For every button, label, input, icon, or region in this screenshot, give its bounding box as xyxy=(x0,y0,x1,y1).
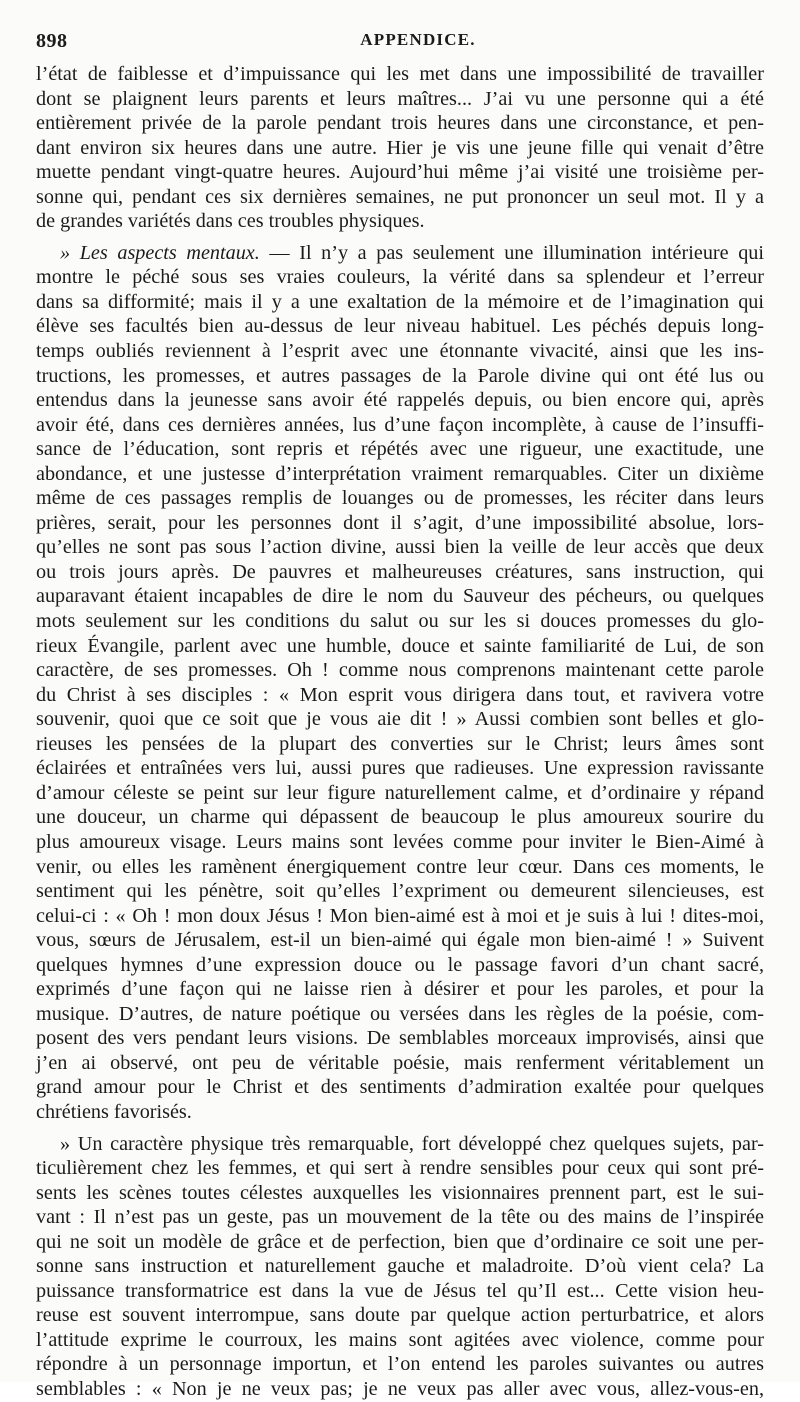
text-line: montre le péché sous ses vraies couleurs, la vérité dans sa splendeur et l’erreur xyxy=(36,266,764,289)
paragraph-1 xyxy=(36,62,764,234)
text-line: de grandes variétés dans ces troubles physiques. xyxy=(36,210,425,233)
text-line-rest: — Il n’y a pas seulement une illumination intérieure qui xyxy=(259,241,764,264)
text-line: mots seulement sur les conditions du salut ou sur les si douces promesses du glo- xyxy=(36,610,764,633)
paragraph-gap xyxy=(36,1125,764,1132)
text-line-first xyxy=(36,241,764,266)
page-number: 898 xyxy=(36,30,68,52)
text-line: souvenir, quoi que ce soit que je vous aie dit ! » Aussi combien sont belles et glo- xyxy=(36,708,764,731)
text-line: répondre à un personnage importun, et l’on entend les paroles suivantes ou autres xyxy=(36,1353,764,1376)
text-line: vous, sœurs de Jérusalem, est-il un bien-aimé qui égale mon bien-aimé ! » Suivent xyxy=(36,929,764,952)
text-line: sents les scènes toutes célestes auxquelles les visionnaires prennent part, est le sui- xyxy=(36,1181,764,1204)
body-text xyxy=(36,62,764,1402)
text-line: dans sa difformité; mais il y a une exaltation de la mémoire et de l’imagination qui xyxy=(36,290,764,313)
page-header xyxy=(36,30,780,56)
text-line: du Christ à ses disciples : « Mon esprit vous dirigera dans tout, et ravivera votre xyxy=(36,683,764,706)
text-line: muette pendant vingt-quatre heures. Aujourd’hui même j’ai visité une troisième per- xyxy=(36,161,764,184)
text-line: l’état de faiblesse et d’impuissance qui les met dans une impossibilité de travailler xyxy=(36,63,764,85)
text-line: rieuses les pensées de la plupart des converties sur le Christ; leurs âmes sont xyxy=(36,732,764,755)
text-line: sance de l’éducation, sont repris et répétés avec une rigueur, une exactitude, une xyxy=(36,438,764,461)
text-line: » Un caractère physique très remarquable, fort développé chez quelques sujets, par- xyxy=(60,1132,764,1155)
text-line: reuse est souvent interrompue, sans doute par quelque action perturbatrice, et alors xyxy=(36,1304,764,1327)
text-line: élève ses facultés bien au-dessus de leur niveau habituel. Les péchés depuis long- xyxy=(36,315,764,338)
text-line: dant environ six heures dans une autre. Hier je vis une jeune fille qui venait d’être xyxy=(36,136,764,159)
text-line: éclairées et entraînées vers lui, aussi pures que radieuses. Une expression ravissante xyxy=(36,757,764,780)
text-line: quelques hymnes d’une expression douce ou le passage favori d’un chant sacré, xyxy=(36,953,764,976)
text-line: dont se plaignent leurs parents et leurs maîtres... J’ai vu une personne qui a été xyxy=(36,87,764,110)
text-line: semblables : « Non je ne veux pas; je ne veux pas aller avec vous, allez-vous-en, xyxy=(36,1377,764,1400)
text-line: entièrement privée de la parole pendant trois heures dans une circonstance, et pen- xyxy=(36,112,764,135)
text-line: d’amour céleste se peint sur leur figure naturellement calme, et d’ordinaire y répand xyxy=(36,781,764,804)
text-line: grand amour pour le Christ et des sentiments d’admiration exaltée pour quelques xyxy=(36,1076,764,1099)
text-line: une douceur, un charme qui dépassent de beaucoup le plus amoureux sourire du xyxy=(36,806,764,829)
text-line: vant : Il n’est pas un geste, pas un mouvement de la tête ou des mains de l’inspirée xyxy=(36,1206,764,1229)
text-line: exprimés d’une façon qui ne laisse rien à désirer et pour les paroles, et pour la xyxy=(36,978,764,1001)
text-line: posent des vers pendant leurs visions. De semblables morceaux improvisés, ainsi que xyxy=(36,1027,764,1050)
text-line: chrétiens favorisés. xyxy=(36,1100,192,1123)
paragraph-2 xyxy=(36,241,764,1125)
text-line: rieux Évangile, parlent avec une humble, douce et sainte familiarité de Lui, de son xyxy=(36,634,764,657)
text-line: sentiment qui les pénètre, soit qu’elles l’expriment ou demeurent silencieuses, est xyxy=(36,880,764,903)
text-line: même de ces passages remplis de louanges ou de promesses, les réciter dans leurs xyxy=(36,487,764,510)
text-line: plus amoureux visage. Leurs mains sont levées comme pour inviter le Bien-Aimé à xyxy=(36,830,764,853)
section-lead-italic: » Les aspects mentaux. xyxy=(60,241,260,264)
text-line: celui-ci : « Oh ! mon doux Jésus ! Mon bien-aimé est à moi et je suis à lui ! dites-moi, xyxy=(36,904,764,927)
text-line: caractère, de ses promesses. Oh ! comme nous comprenons maintenant cette parole xyxy=(36,659,764,682)
running-head: APPENDICE. xyxy=(360,30,476,49)
text-line: tructions, les promesses, et autres passages de la Parole divine qui ont été lus ou xyxy=(36,364,764,387)
text-line: j’en ai observé, ont peu de véritable poésie, mais renferment véritablement un xyxy=(36,1051,764,1074)
text-line: qui ne soit un modèle de grâce et de perfection, bien que d’ordinaire ce soit une per- xyxy=(36,1230,764,1253)
text-line: l’attitude exprime le courroux, les mains sont agitées avec violence, comme pour xyxy=(36,1328,764,1351)
text-line: qu’elles ne sont pas sous l’action divine, aussi bien la veille de leur accès que deux xyxy=(36,536,764,559)
text-line: avoir été, dans ces dernières années, lus d’une façon incomplète, à cause de l’insuffi- xyxy=(36,413,764,436)
paragraph-gap xyxy=(36,234,764,241)
text-line: ticulièrement chez les femmes, et qui sert à rendre sensibles pour ceux qui sont pré- xyxy=(36,1157,764,1180)
text-line: entendus dans la jeunesse sans avoir été rappelés depuis, ou bien encore qui, après xyxy=(36,389,764,412)
text-line: temps oubliés reviennent à l’esprit avec une étonnante vivacité, ainsi que les ins- xyxy=(36,340,764,363)
text-line: auparavant étaient incapables de dire le nom du Sauveur des pécheurs, ou quelques xyxy=(36,585,764,608)
text-line: puissance transformatrice est dans la vue de Jésus tel qu’Il est... Cette vision heu- xyxy=(36,1279,764,1302)
text-line: venir, ou elles les ramènent énergiquement contre leur cœur. Dans ces moments, le xyxy=(36,855,764,878)
text-line: abondance, et une justesse d’interprétation vraiment remarquables. Citer un dixième xyxy=(36,462,764,485)
text-line: musique. D’autres, de nature poétique ou versées dans les règles de la poésie, com- xyxy=(36,1002,764,1025)
text-line: prières, serait, pour les personnes dont il s’agit, d’une impossibilité absolue, lors- xyxy=(36,511,764,534)
paragraph-3 xyxy=(36,1132,764,1402)
text-line: sonne qui, pendant ces six dernières semaines, ne put prononcer un seul mot. Il y a xyxy=(36,185,764,208)
text-line: ou trois jours après. De pauvres et malheureuses créatures, sans instruction, qui xyxy=(36,560,764,583)
text-line: sonne sans instruction et naturellement gauche et maladroite. D’où vient cela? La xyxy=(36,1255,764,1278)
